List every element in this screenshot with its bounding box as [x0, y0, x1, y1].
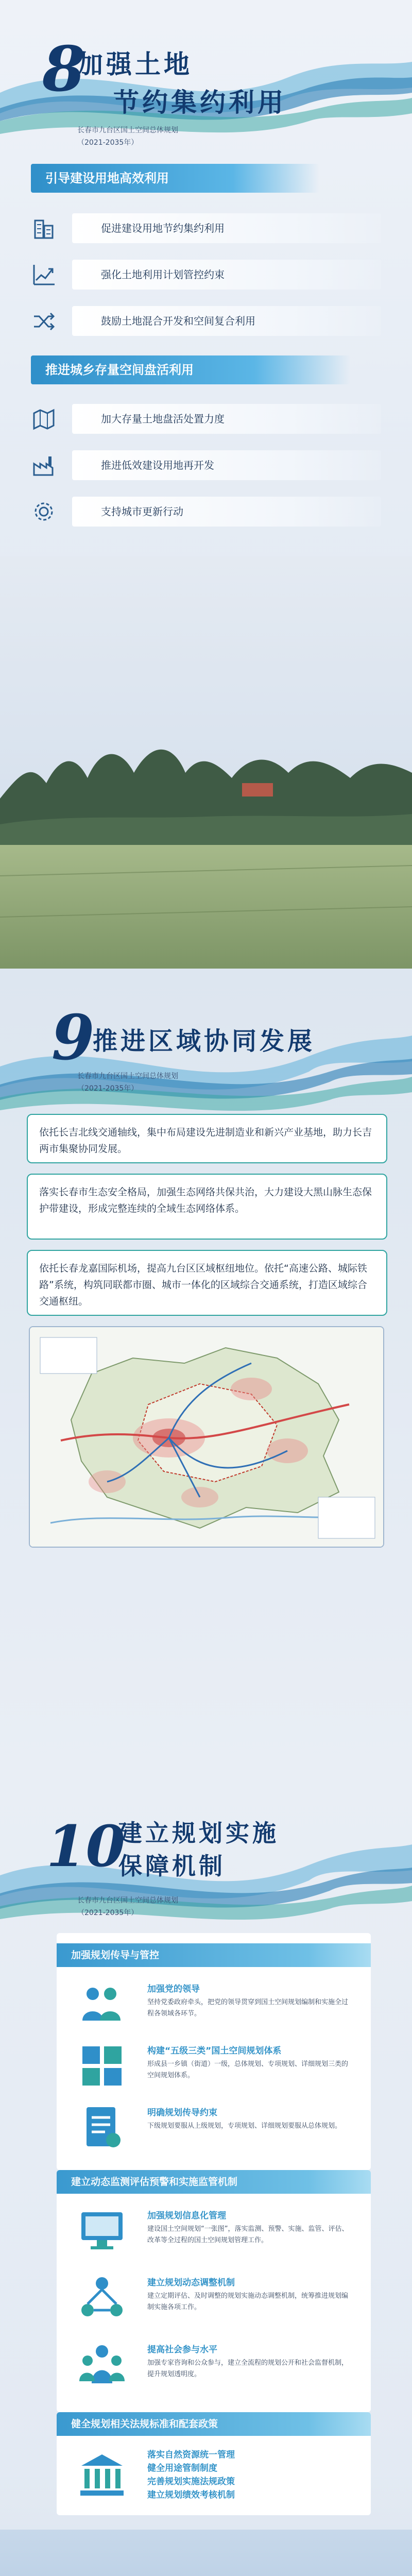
text-card: 落实长春市生态安全格局，加强生态网络共保共治，大力建设大黑山脉生态保护带建设，形成完整连续的全域生态网络体系。: [27, 1174, 387, 1240]
plan-subtitle: 长春市九台区国土空间总体规划: [77, 1072, 178, 1080]
policy-group: [57, 2412, 371, 2515]
item-label: 促进建设用地节约集约利用: [72, 213, 381, 243]
row-desc: 坚持党委政府牵头，把党的领导贯穿到国土空间规划编制和实施全过程各领域各环节。: [147, 1998, 349, 2018]
section-9: [0, 969, 412, 1772]
plan-years: （2021-2035年）: [77, 1909, 139, 1917]
section-title-line2: 节约集约利用: [113, 87, 286, 117]
item-label: 推进低效建设用地再开发: [72, 450, 381, 480]
trend-chart-icon: [31, 262, 57, 287]
group-header: 加强规划传导与管控: [57, 1943, 371, 1967]
row-desc: 建立定期评估、及时调整的规划实施动态调整机制，统筹推进规划编制实施各项工作。: [147, 2292, 349, 2311]
item-label: 加大存量土地盘活处置力度: [72, 404, 381, 434]
section-8: [0, 0, 412, 969]
group-header: 建立动态监测评估预警和实施监管机制: [57, 2170, 371, 2194]
policy-group: [57, 2170, 371, 2412]
row-desc: 下级规划要服从上级规划，专项规划、详细规划要服从总体规划。: [147, 2122, 342, 2130]
regional-map: [29, 1326, 384, 1548]
plan-years: （2021-2035年）: [77, 1084, 139, 1093]
settings-icon: [31, 499, 57, 524]
text-card: 依托长春龙嘉国际机场，提高九台区区域枢纽地位。依托“高速公路、城际铁路”系统，构筑同联都市圈、城市一体化的区域综合交通系统，打造区域综合交通枢纽。: [27, 1250, 387, 1316]
teamwork-icon: [77, 2340, 127, 2389]
item-label: 支持城市更新行动: [72, 497, 381, 527]
bank-icon: [77, 2450, 127, 2500]
region-map-graphic: [30, 1327, 384, 1548]
list-item: [31, 495, 381, 529]
section-number: 10: [46, 1813, 126, 1879]
section-title-line2: 保障机制: [118, 1852, 226, 1880]
list-item: 健全用途管制制度: [147, 2463, 217, 2473]
row-title: 加强党的领导: [147, 1984, 200, 1994]
plan-subtitle: 长春市九台区国土空间总体规划: [77, 126, 178, 134]
row-title: 加强规划信息化管理: [147, 2211, 226, 2221]
plan-years: （2021-2035年）: [77, 139, 139, 147]
banner-stock-space: 推进城乡存量空间盘活利用: [31, 355, 350, 384]
grid-icon: [77, 2041, 127, 2091]
map-icon: [31, 406, 57, 432]
plan-subtitle: 长春市九台区国土空间总体规划: [77, 1896, 178, 1905]
network-icon: [77, 2273, 127, 2323]
landscape-image: [0, 556, 412, 969]
list-item: 建立规划绩效考核机制: [147, 2490, 235, 2500]
monitor-icon: [77, 2206, 127, 2256]
section-number: 8: [42, 33, 85, 106]
section-10: [0, 1772, 412, 2576]
list-item: [31, 258, 381, 292]
group-header: 健全规划相关法规标准和配套政策: [57, 2412, 371, 2436]
row-desc: 形成县一乡镇（街道）一级，总体规划、专项规划、详细规划三类的空间规划体系。: [147, 2060, 349, 2079]
building-icon: [31, 215, 57, 241]
policy-group: [57, 1933, 371, 2170]
row-title: 提高社会参与水平: [147, 2345, 217, 2355]
row-desc: 加强专家咨询和公众参与，建立全流程的规划公开和社会监督机制，提升规划透明度。: [147, 2359, 349, 2378]
shuffle-icon: [31, 308, 57, 334]
list-item: 落实自然资源统一管理: [147, 2450, 235, 2460]
list-item: [31, 304, 381, 338]
item-label: 强化土地利用计划管控约束: [72, 260, 381, 290]
list-item: [31, 211, 381, 245]
document-icon: [77, 2103, 127, 2153]
list-item: [31, 402, 381, 436]
factory-icon: [31, 452, 57, 478]
row-title: 建立规划动态调整机制: [147, 2278, 235, 2288]
row-title: 构建“五级三类”国土空间规划体系: [147, 2046, 282, 2056]
people-icon: [77, 1979, 127, 2029]
list-item: 完善规划实施法规政策: [147, 2477, 235, 2487]
row-desc: 建设国土空间规划“一张图”，落实监测、预警、实施、监管、评估、改革等全过程的国土空间规划管理工作。: [147, 2225, 349, 2244]
row-title: 明确规划传导约束: [147, 2108, 217, 2118]
section-title: 推进区域协同发展: [93, 1027, 316, 1056]
banner-efficient-use: 引导建设用地高效利用: [31, 164, 319, 193]
section-title-line1: 加强土地: [77, 49, 193, 79]
item-label: 鼓励土地混合开发和空间复合利用: [72, 306, 381, 336]
landscape-image: [0, 2530, 412, 2576]
section-title-line1: 建立规划实施: [118, 1819, 279, 1847]
section-number: 9: [52, 1002, 95, 1074]
list-item: [31, 448, 381, 482]
text-card: 依托长吉北线交通轴线，集中布局建设先进制造业和新兴产业基地，助力长吉两市集聚协同发展。: [27, 1114, 387, 1163]
